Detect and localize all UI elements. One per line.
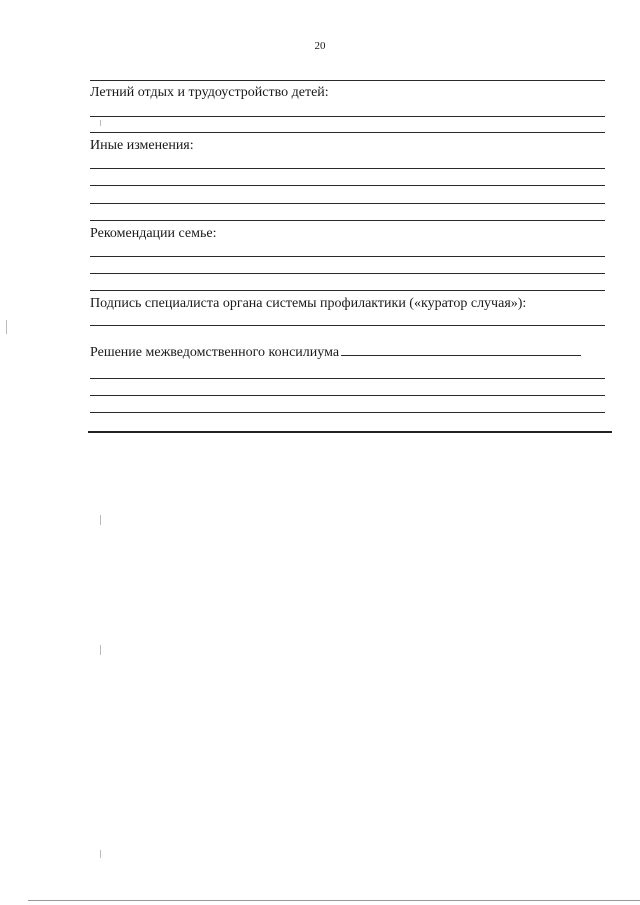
other-changes-label: Иные изменения: bbox=[90, 138, 194, 153]
summer-rest-label: Летний отдых и трудоустройство детей: bbox=[90, 85, 329, 100]
form-line bbox=[90, 203, 605, 204]
page-number: 20 bbox=[314, 40, 326, 52]
form-line bbox=[90, 132, 605, 133]
scan-artifact bbox=[100, 645, 101, 655]
page-bottom-edge bbox=[28, 900, 640, 901]
form-line bbox=[90, 412, 605, 413]
form-line bbox=[90, 256, 605, 257]
inline-form-line bbox=[341, 355, 581, 356]
council-decision-text: Решение межведомственного консилиума bbox=[90, 345, 340, 360]
form-line bbox=[90, 80, 605, 81]
council-decision-label bbox=[90, 345, 581, 361]
form-line bbox=[90, 325, 605, 326]
scan-artifact bbox=[100, 850, 101, 858]
form-line bbox=[90, 185, 605, 186]
form-line bbox=[90, 273, 605, 274]
scan-artifact bbox=[6, 320, 7, 334]
form-line bbox=[90, 395, 605, 396]
form-line bbox=[90, 220, 605, 221]
family-recommendations-label: Рекомендации семье: bbox=[90, 226, 217, 241]
scan-artifact bbox=[100, 120, 101, 126]
specialist-signature-label: Подпись специалиста органа системы профилактики («куратор случая»): bbox=[90, 296, 527, 311]
scan-artifact bbox=[100, 515, 101, 525]
form-line bbox=[90, 378, 605, 379]
form-line bbox=[90, 168, 605, 169]
form-closing-line bbox=[88, 431, 612, 433]
form-line bbox=[90, 116, 605, 117]
form-line bbox=[90, 290, 605, 291]
